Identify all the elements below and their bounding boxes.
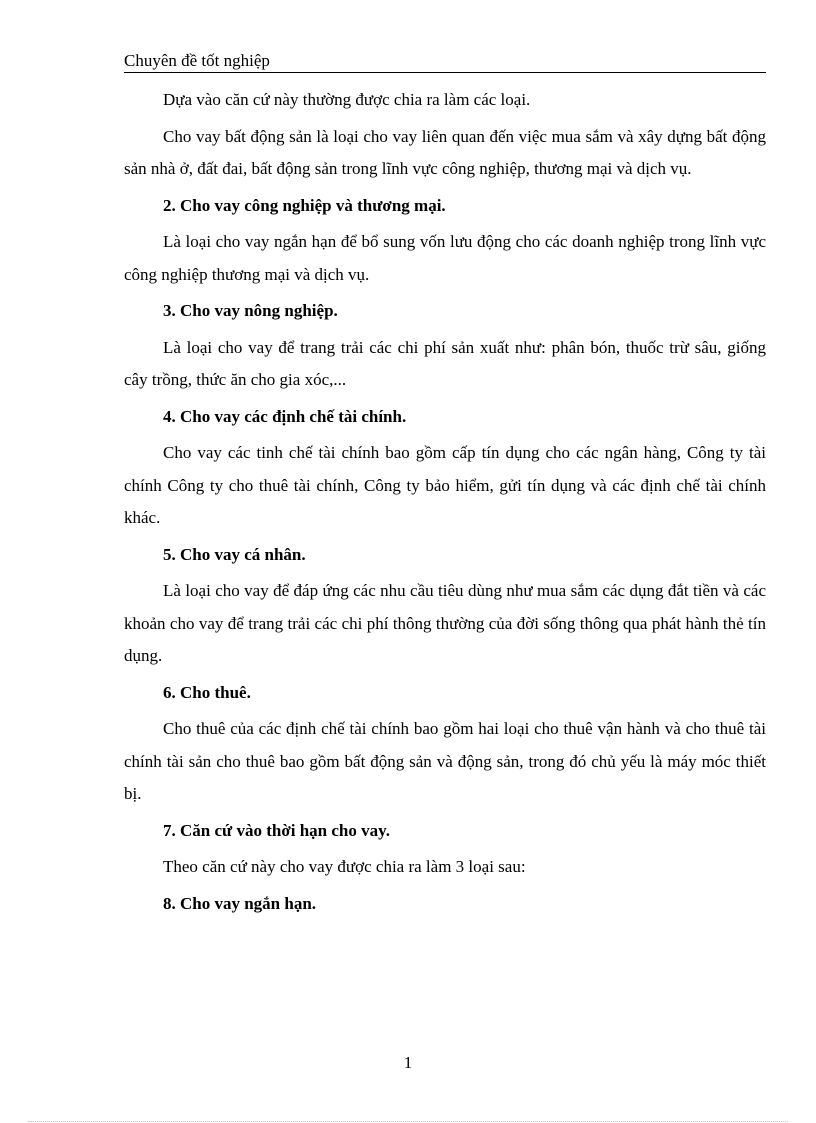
paragraph-leasing: Cho thuê của các định chế tài chính bao gồm hai loại cho thuê vận hành và cho thuê tài chính tài sản cho thuê bao gồm bất động sản và động sản, trong đó chủ yếu là máy móc thiết bị. — [124, 719, 766, 803]
page-content — [124, 84, 766, 924]
paragraph-agriculture: Là loại cho vay để trang trải các chi phí sản xuất như: phân bón, thuốc trừ sâu, giống cây trồng, thức ăn cho gia xóc,... — [124, 337, 766, 389]
heading-personal-loans: 5. Cho vay cá nhân. — [163, 544, 306, 564]
heading-agriculture: 3. Cho vay nông nghiệp. — [163, 301, 338, 320]
header-title: Chuyên đề tốt nghiệp — [124, 51, 270, 70]
heading-loan-term: 7. Căn cứ vào thời hạn cho vay. — [163, 820, 390, 840]
paragraph-financial-institutions: Cho vay các tinh chế tài chính bao gồm cấp tín dụng cho các ngân hàng, Công ty tài chính Công ty cho thuê tài chính, Công ty bảo hiểm, gửi tín dụng và các định chế tài chính khác. — [124, 443, 766, 527]
paragraph-personal-loans: Là loại cho vay để đáp ứng các nhu cầu tiêu dùng như mua sắm các dụng đắt tiền và các khoản cho vay để trang trải các chi phí thông thường của đời sống thông qua phát hành thẻ tín dụng. — [124, 581, 766, 665]
paragraph-real-estate-loans: Cho vay bất động sản là loại cho vay liên quan đến việc mua sắm và xây dựng bất động sản nhà ở, đất đai, bất động sản trong lĩnh vực công nghiệp, thương mại và dịch vụ. — [124, 126, 766, 178]
paragraph-industrial-commercial: Là loại cho vay ngắn hạn để bổ sung vốn lưu động cho các doanh nghiệp trong lĩnh vực công nghiệp thương mại và dịch vụ. — [124, 232, 766, 284]
heading-industrial-commercial: 2. Cho vay công nghiệp và thương mại. — [163, 195, 446, 215]
paragraph-intro: Dựa vào căn cứ này thường được chia ra làm các loại. — [163, 90, 531, 109]
page-bottom-divider — [28, 1121, 788, 1122]
page-header — [124, 50, 766, 73]
heading-financial-institutions: 4. Cho vay các định chế tài chính. — [163, 406, 407, 426]
paragraph-loan-term: Theo căn cứ này cho vay được chia ra làm 3 loại sau: — [163, 857, 526, 876]
heading-leasing: 6. Cho thuê. — [163, 682, 251, 702]
heading-short-term-loans: 8. Cho vay ngắn hạn. — [163, 893, 317, 913]
page-number: 1 — [403, 1053, 413, 1072]
